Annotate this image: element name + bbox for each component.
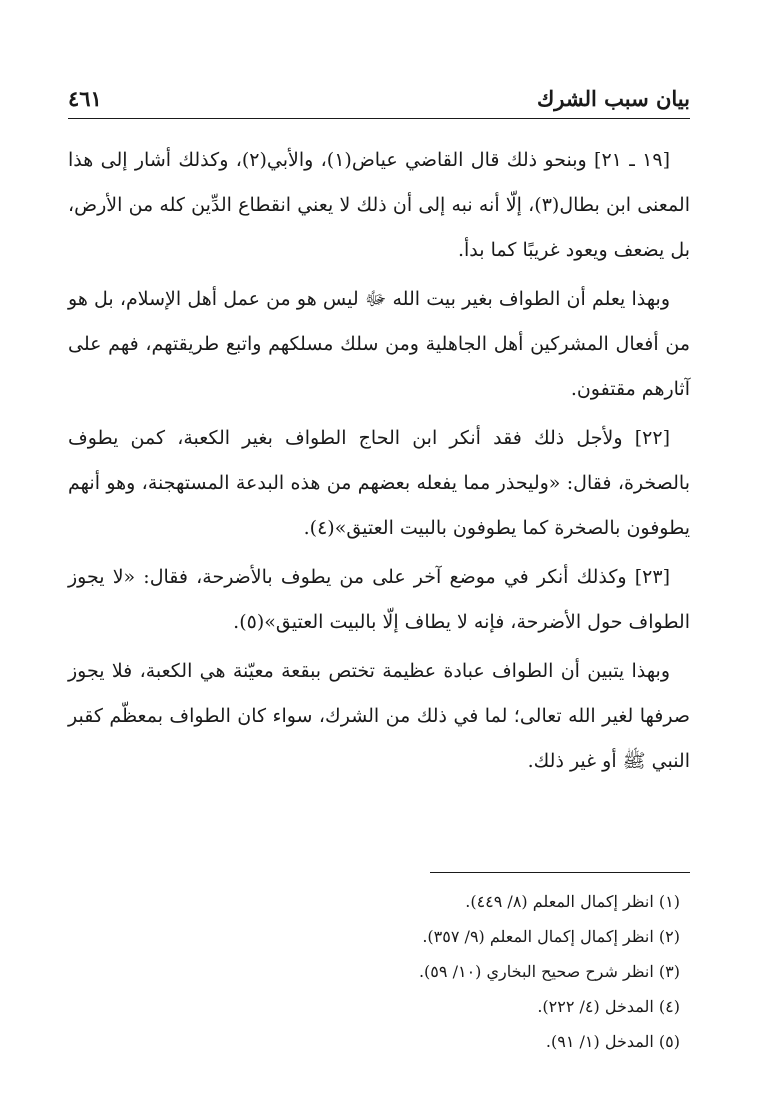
footnote: (١) انظر إكمال المعلم (٨/ ٤٤٩). xyxy=(465,892,680,911)
footnote-divider xyxy=(430,872,690,873)
paragraph: وبهذا يعلم أن الطواف بغير بيت الله ﷻ ليس هو من عمل أهل الإسلام، بل هو من أفعال المشركين أهل الجاهلية ومن سلك مسلكهم واتبع طريقتهم، فهم على آثارهم مقتفون. xyxy=(68,288,690,400)
footnote: (٢) انظر إكمال إكمال المعلم (٩/ ٣٥٧). xyxy=(422,927,680,946)
paragraph: [٢٢] ولأجل ذلك فقد أنكر ابن الحاج الطواف بغير الكعبة، كمن يطوف بالصخرة، فقال: «وليحذر مما يفعله بعضهم من هذه البدعة المستهجنة، وهو أنهم يطوفون بالصخرة كما يطوفون بالبيت العتيق»(٤). xyxy=(68,427,690,539)
footnote: (٤) المدخل (٤/ ٢٢٢). xyxy=(537,997,680,1016)
main-text xyxy=(68,138,690,788)
page-number: ٤٦١ xyxy=(68,86,102,111)
paragraph: وبهذا يتبين أن الطواف عبادة عظيمة تختص ببقعة معيّنة هي الكعبة، فلا يجوز صرفها لغير الله تعالى؛ لما في ذلك من الشرك، سواء كان الطواف بمعظّم كقبر النبي ﷺ أو غير ذلك. xyxy=(68,660,690,772)
running-title: بيان سبب الشرك xyxy=(536,86,690,111)
footnotes xyxy=(68,884,680,1059)
footnote: (٥) المدخل (١/ ٩١). xyxy=(545,1032,680,1051)
paragraph: [١٩ ـ ٢١] وبنحو ذلك قال القاضي عياض(١)، والأبي(٢)، وكذلك أشار إلى هذا المعنى ابن بطال(٣)، إلّا أنه نبه إلى أن ذلك لا يعني انقطاع الدِّين كله من الأرض، بل يضعف ويعود غريبًا كما بدأ. xyxy=(68,149,690,261)
page-header xyxy=(68,84,690,119)
footnote: (٣) انظر شرح صحيح البخاري (١٠/ ٥٩). xyxy=(418,962,680,981)
paragraph: [٢٣] وكذلك أنكر في موضع آخر على من يطوف بالأضرحة، فقال: «لا يجوز الطواف حول الأضرحة، فإنه لا يطاف إلّا بالبيت العتيق»(٥). xyxy=(68,566,690,633)
